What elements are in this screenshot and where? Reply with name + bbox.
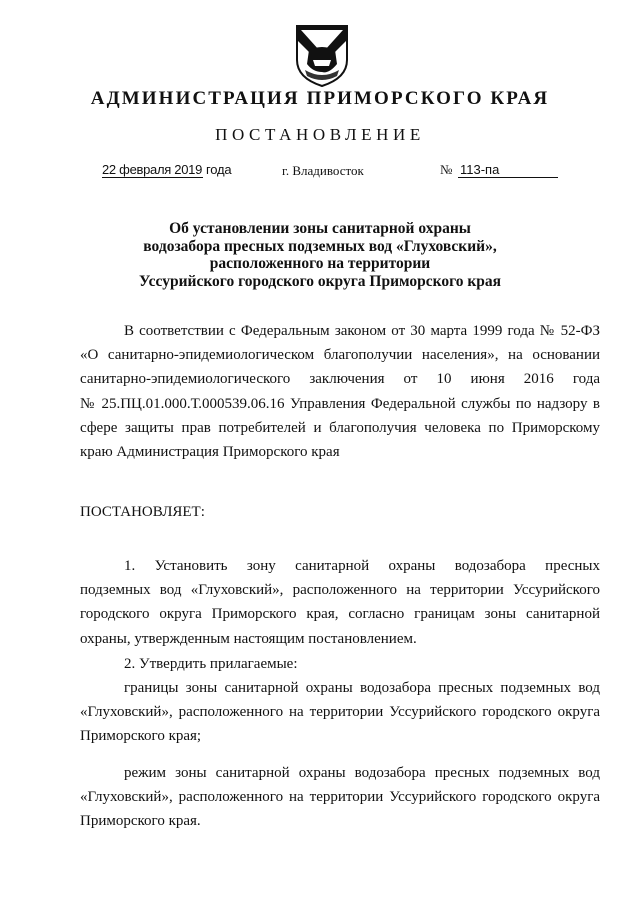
- text-line: 1. Установить зону санитарной охраны водозабора пресных: [124, 558, 600, 574]
- date-value: 22 февраля 2019: [102, 162, 203, 177]
- number-sign: №: [440, 162, 453, 177]
- text-line: охраны, утвержденным настоящим постановлением.: [80, 630, 417, 647]
- text-line: «О санитарно-эпидемиологическом благополучии населения», на основании: [80, 347, 600, 364]
- text-line: краю Администрация Приморского края: [80, 443, 340, 460]
- subject-line: водозабора пресных подземных вод «Глуховский»,: [143, 237, 497, 255]
- text-line: санитарно-эпидемиологического заключения от 10 июня 2016 года: [80, 371, 600, 388]
- document-number: [440, 162, 560, 180]
- date-suffix: года: [206, 162, 232, 177]
- text-line: В соответствии с Федеральным законом от 30 марта 1999 года № 52-ФЗ: [124, 323, 600, 339]
- text-line: городского округа Приморского края, согласно границам зоны санитарной: [80, 606, 600, 623]
- preamble-paragraph: [80, 319, 600, 464]
- item-1-paragraph: [80, 554, 600, 651]
- number-value: 113-па: [460, 162, 500, 177]
- text-line: подземных вод «Глуховский», расположенного на территории Уссурийского: [80, 582, 600, 599]
- text-line: сфере защиты прав потребителей и благополучия человека по Приморскому: [80, 419, 600, 436]
- text-line: границы зоны санитарной охраны водозабора пресных подземных вод: [124, 680, 600, 696]
- subject-line: Об установлении зоны санитарной охраны: [169, 220, 471, 237]
- text-line: режим зоны санитарной охраны водозабора пресных подземных вод: [124, 765, 600, 781]
- text-line: № 25.ПЦ.01.000.Т.000539.06.16 Управления Федеральной службы по надзору в: [80, 395, 600, 412]
- text-line: «Глуховский», расположенного на территории Уссурийского городского округа: [80, 704, 600, 721]
- document-date: [102, 162, 232, 180]
- city-label: г. Владивосток: [282, 163, 364, 178]
- number-underline: [458, 177, 558, 178]
- text-line: «Глуховский», расположенного на территории Уссурийского городского округа: [80, 789, 600, 806]
- coat-of-arms-icon: [291, 20, 353, 88]
- subject-line: расположенного на территории: [209, 255, 431, 272]
- subject-line: Уссурийского городского округа Приморского края: [138, 272, 502, 290]
- decree-heading: ПОСТАНОВЛЯЕТ:: [80, 504, 205, 520]
- document-subject: [0, 220, 640, 290]
- subitem-borders-paragraph: [80, 676, 600, 749]
- item-2-paragraph: [80, 652, 600, 676]
- text-line: Приморского края;: [80, 728, 202, 745]
- text-line: 2. Утвердить прилагаемые:: [124, 656, 298, 672]
- organization-title: АДМИНИСТРАЦИЯ ПРИМОРСКОГО КРАЯ: [90, 88, 550, 109]
- document-type: ПОСТАНОВЛЕНИЕ: [215, 125, 425, 144]
- subitem-regime-paragraph: [80, 761, 600, 834]
- text-line: Приморского края.: [80, 813, 201, 830]
